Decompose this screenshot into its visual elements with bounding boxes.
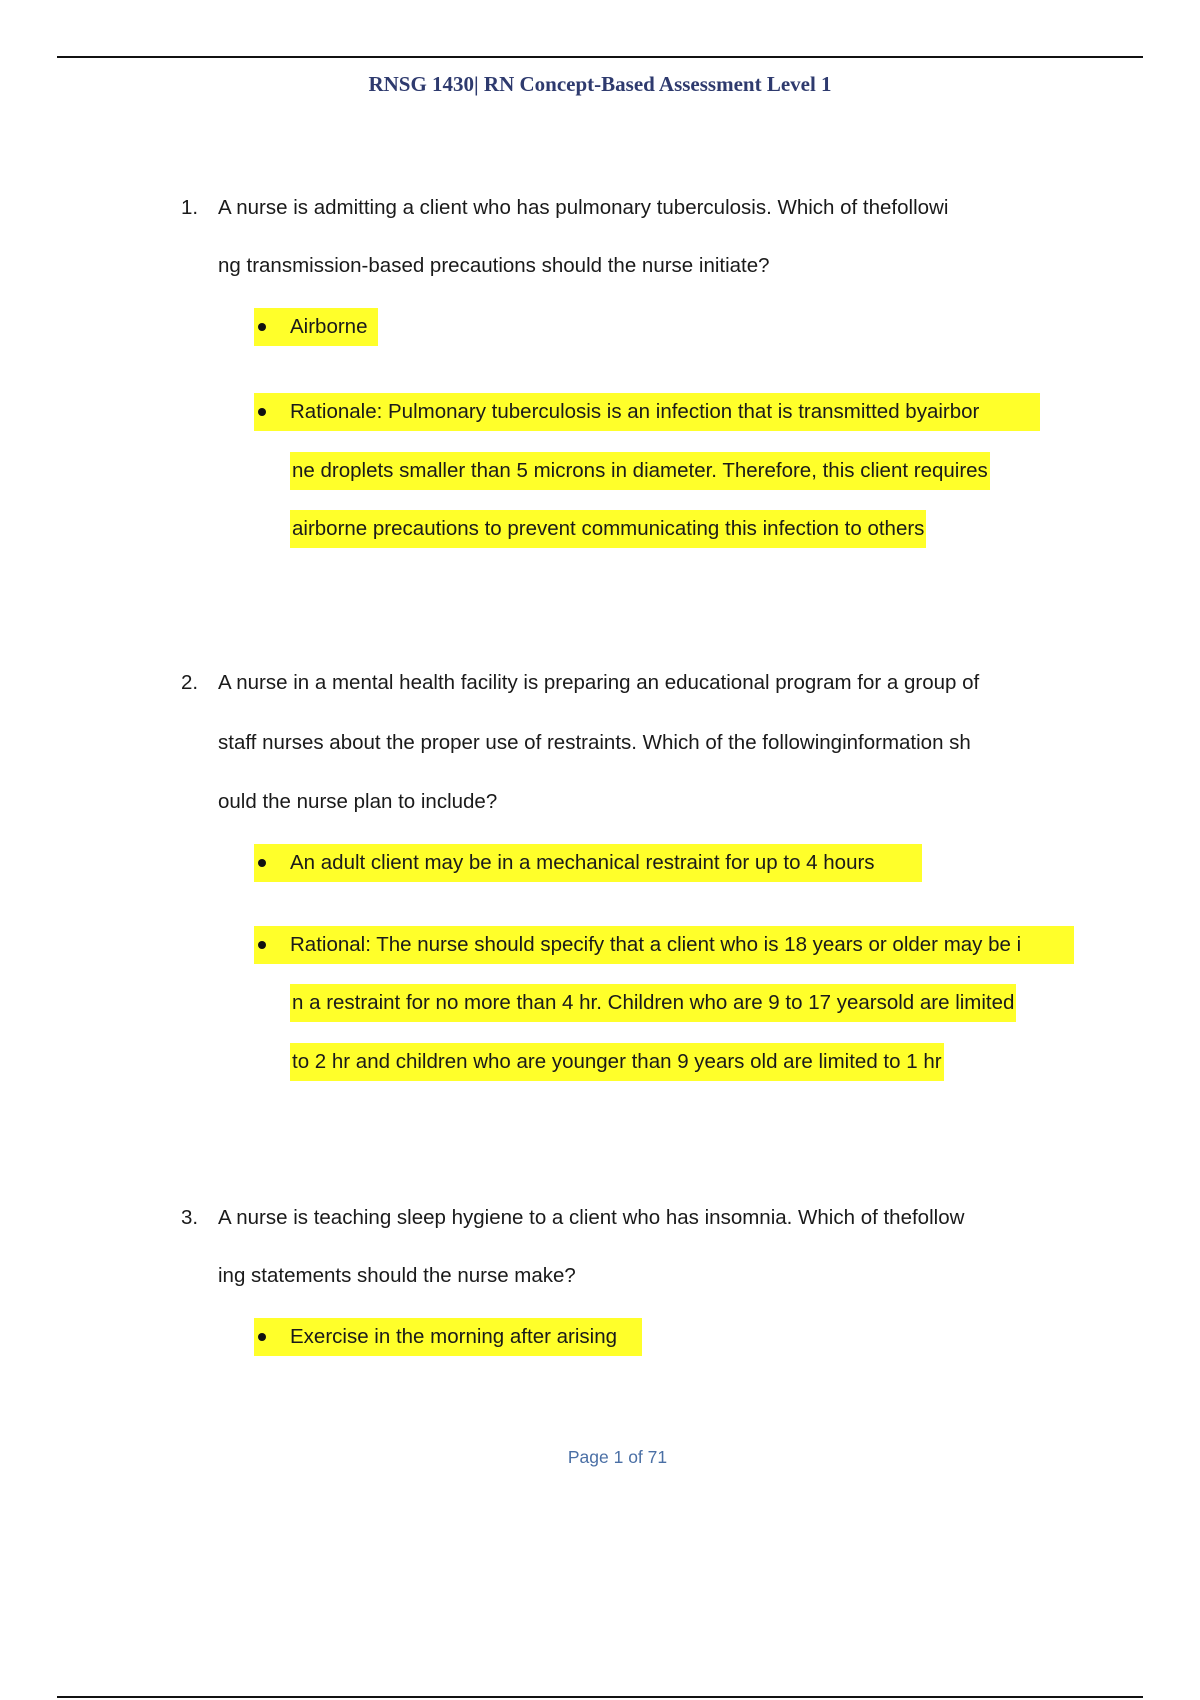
question-1-rationale-line-3: airborne precautions to prevent communicating this infection to others [290,510,926,548]
question-1-line-1: A nurse is admitting a client who has pulmonary tuberculosis. Which of thefollowi [218,196,949,219]
question-1-answer [254,308,378,346]
page-header-title: RNSG 1430| RN Concept-Based Assessment Level 1 [368,72,832,96]
question-3-answer-text: Exercise in the morning after arising [290,1325,618,1348]
question-1-rationale [254,393,1040,431]
question-2-line-3: ould the nurse plan to include? [218,790,498,813]
question-1-answer-text: Airborne [290,315,368,338]
question-1-rationale-line-1: Rationale: Pulmonary tuberculosis is an infection that is transmitted byairbor [290,400,980,423]
question-1-rationale-line-2: ne droplets smaller than 5 microns in diameter. Therefore, this client requires [290,452,990,490]
question-3-line-2: ing statements should the nurse make? [218,1264,576,1287]
question-1-number: 1. [181,196,199,219]
question-2-line-2: staff nurses about the proper use of restraints. Which of the followinginformation sh [218,731,971,754]
question-2-rationale-line-1: Rational: The nurse should specify that a client who is 18 years or older may be i [290,933,1022,956]
question-3-number: 3. [181,1206,199,1229]
header-rule [57,56,1143,58]
question-2-rationale-line-2: n a restraint for no more than 4 hr. Children who are 9 to 17 yearsold are limited [290,984,1016,1022]
footer-rule [57,1696,1143,1698]
question-3-answer [254,1318,642,1356]
question-3-line-1: A nurse is teaching sleep hygiene to a client who has insomnia. Which of thefollow [218,1206,965,1229]
question-2-rationale-line-3: to 2 hr and children who are younger than 9 years old are limited to 1 hr [290,1043,944,1081]
bullet-icon [258,941,266,949]
question-2-answer [254,844,922,882]
bullet-icon [258,859,266,867]
question-2-number: 2. [181,671,199,694]
question-2-rationale [254,926,1074,964]
bullet-icon [258,408,266,416]
bullet-icon [258,323,266,331]
question-2-answer-text: An adult client may be in a mechanical restraint for up to 4 hours [290,851,875,874]
question-1-line-2: ng transmission-based precautions should the nurse initiate? [218,254,770,277]
question-2-line-1: A nurse in a mental health facility is preparing an educational program for a group of [218,671,980,694]
bullet-icon [258,1333,266,1341]
page-number: Page 1 of 71 [567,1447,668,1467]
